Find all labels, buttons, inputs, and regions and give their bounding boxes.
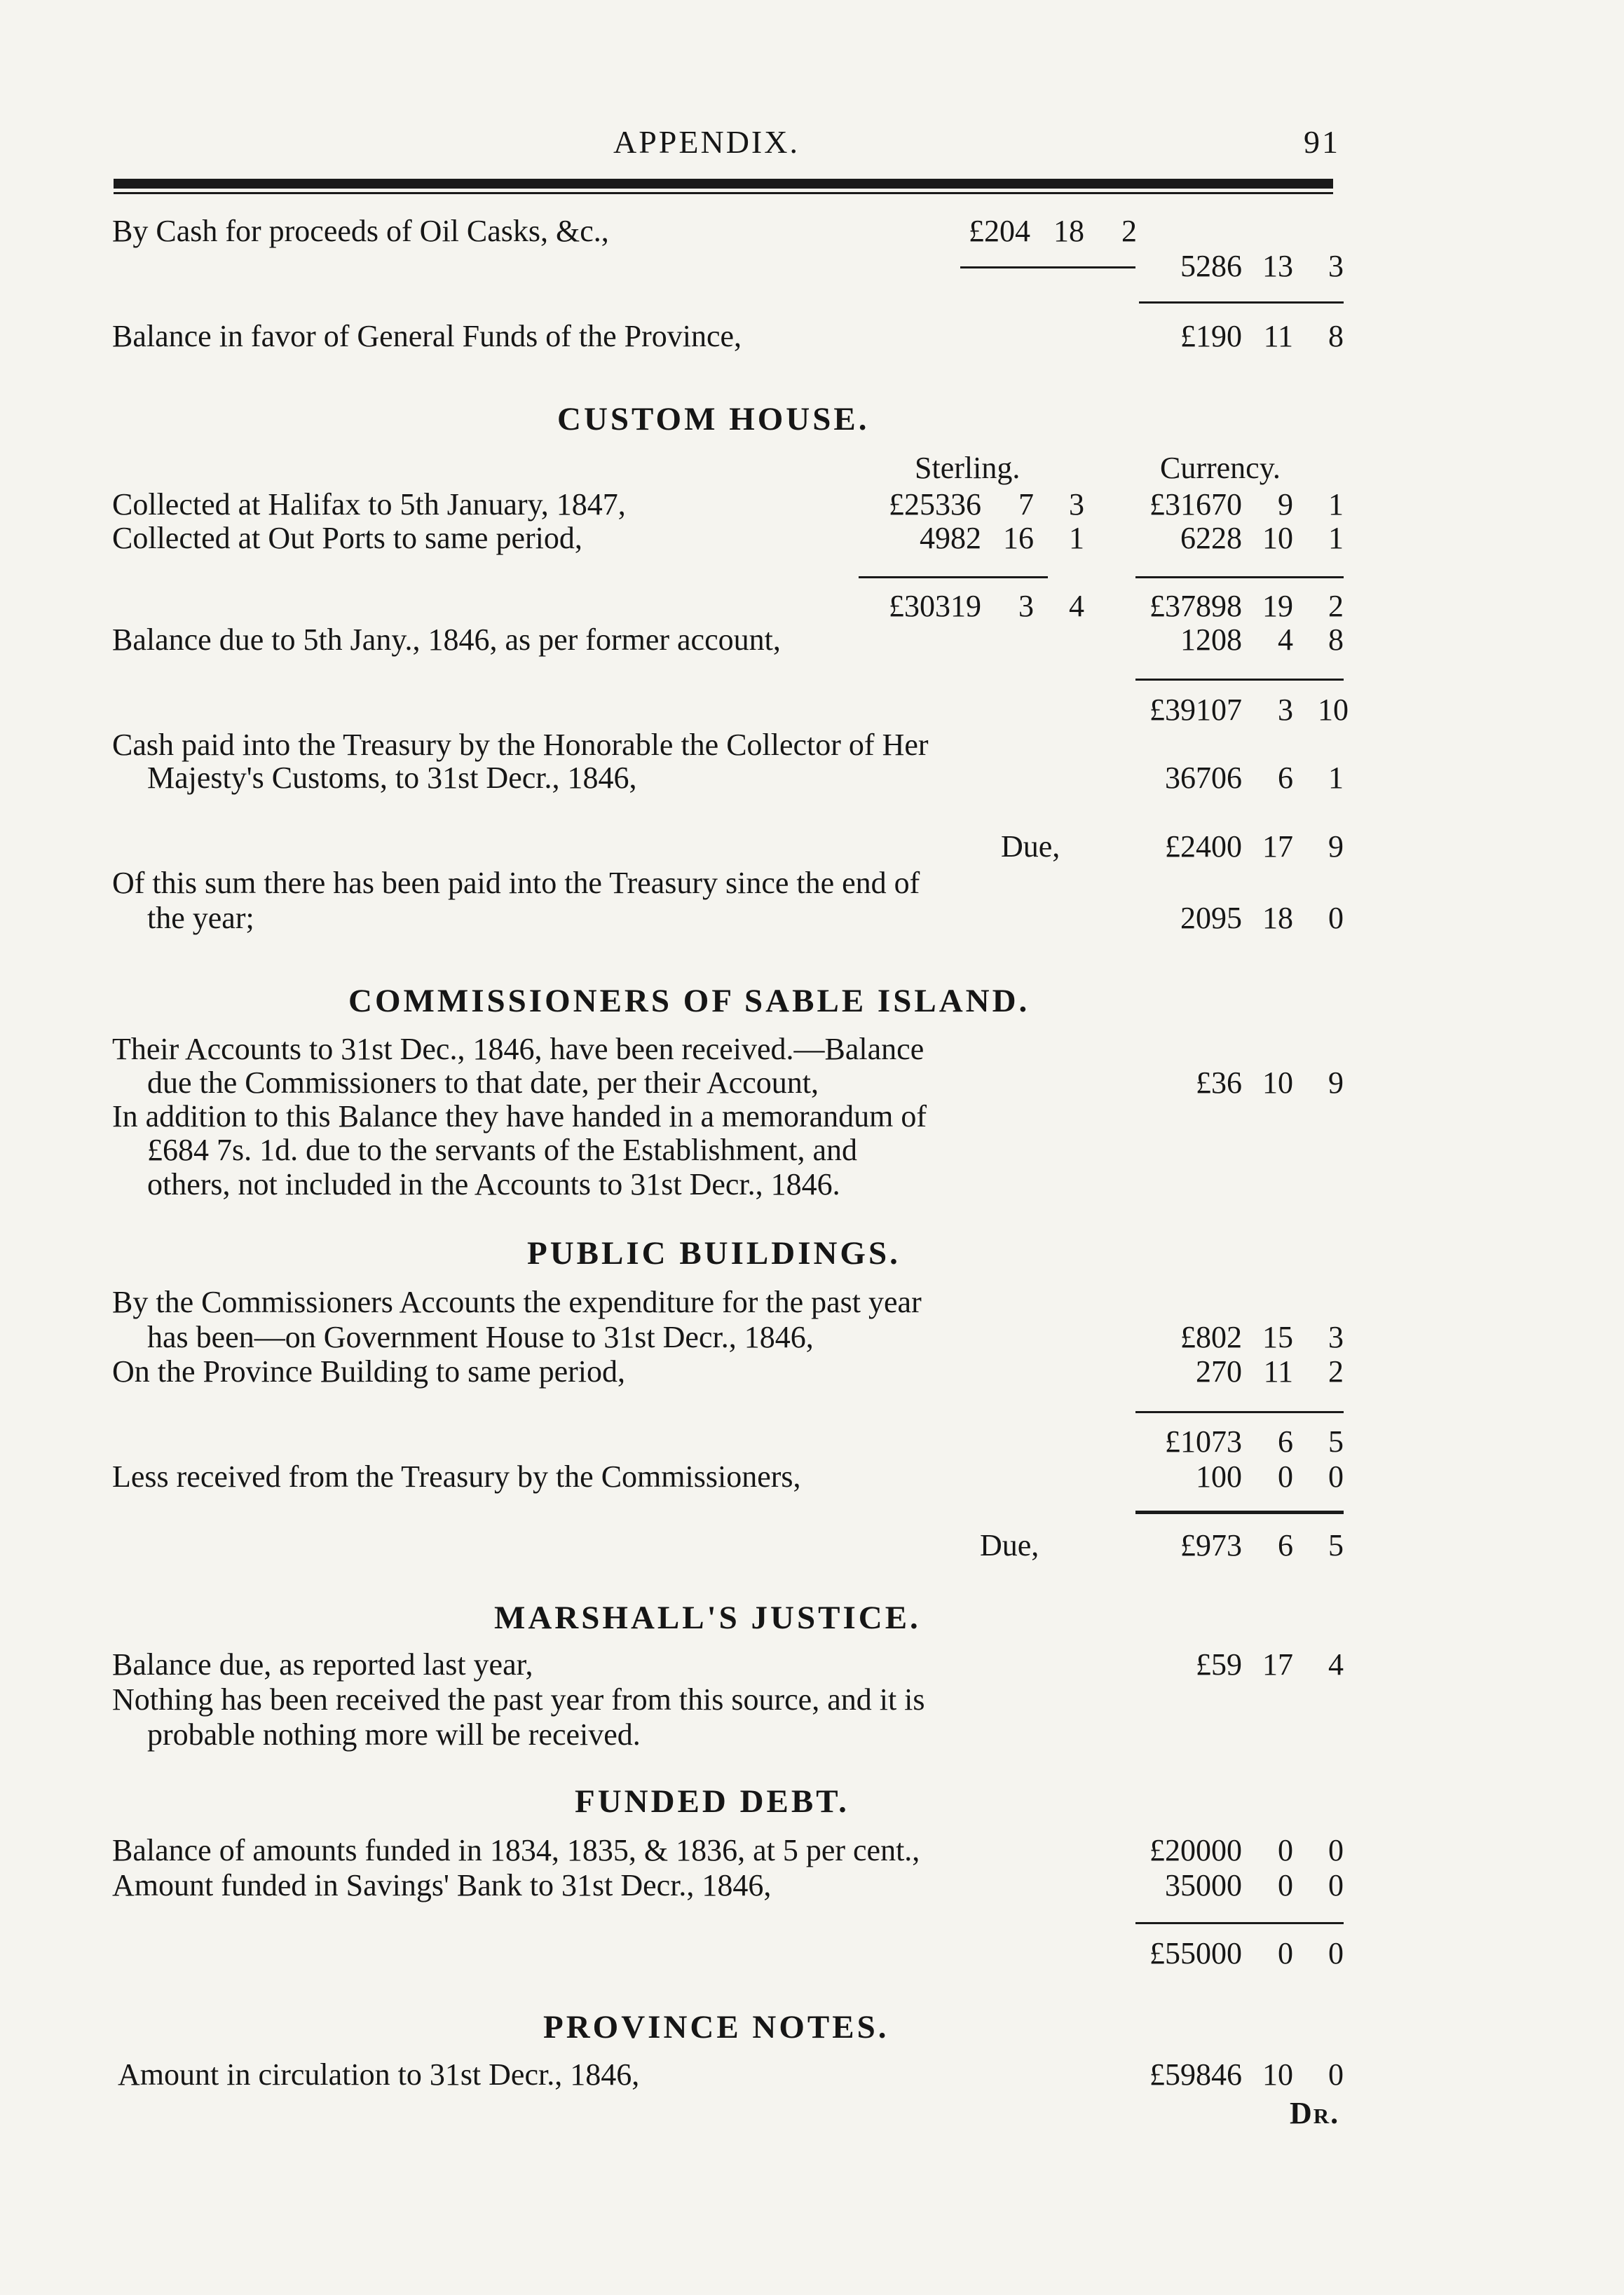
marshall-amount-pence: 4 (1328, 1647, 1344, 1682)
balance-general-label: Balance in favor of General Funds of the Province, (112, 319, 742, 353)
province-notes-line-1: Amount in circulation to 31st Decr., 1846, (118, 2057, 640, 2092)
public-less-pounds: 100 (1196, 1459, 1242, 1494)
sterling-total-pence: 4 (1069, 589, 1084, 623)
sable-amount-shillings: 10 (1262, 1065, 1293, 1100)
custom-grand-pounds: £39107 (1149, 693, 1242, 727)
public-total-pence: 5 (1328, 1424, 1344, 1459)
custom-row-1-sterling-shillings: 7 (1018, 487, 1034, 522)
custom-due-label: Due, (1001, 829, 1060, 864)
custom-grand-pence: 10 (1318, 693, 1349, 727)
custom-cash-shillings: 6 (1278, 761, 1293, 795)
sable-line-3: In addition to this Balance they have handed in a memorandum of (112, 1099, 927, 1133)
custom-balance-pounds: 1208 (1180, 622, 1242, 657)
custom-row-1-sterling-pence: 3 (1069, 487, 1084, 522)
custom-cash-pence: 1 (1328, 761, 1344, 795)
sable-line-1: Their Accounts to 31st Dec., 1846, have been received.—Balance (112, 1032, 924, 1066)
province-notes-shillings: 10 (1262, 2057, 1293, 2092)
sable-island-heading: COMMISSIONERS OF SABLE ISLAND. (348, 983, 1030, 1019)
subtotal-rule (1139, 301, 1344, 304)
public-due-pence: 5 (1328, 1528, 1344, 1562)
marshall-amount-shillings: 17 (1262, 1647, 1293, 1682)
public-due-label: Due, (980, 1528, 1039, 1562)
public-buildings-heading: PUBLIC BUILDINGS. (527, 1235, 901, 1272)
custom-row-2-sterling-pounds: 4982 (920, 521, 981, 555)
custom-balance-shillings: 4 (1278, 622, 1293, 657)
custom-due-pence: 9 (1328, 829, 1344, 864)
subtotal-pence: 3 (1328, 249, 1344, 283)
custom-balance-pence: 8 (1328, 622, 1344, 657)
balance-general-pounds: £190 (1180, 319, 1242, 353)
public-line-2: has been—on Government House to 31st Decr., 1846, (147, 1320, 814, 1354)
funded-amount-2-pence: 0 (1328, 1868, 1344, 1902)
public-line-1: By the Commissioners Accounts the expenditure for the past year (112, 1285, 922, 1319)
public-total-pounds: £1073 (1165, 1424, 1242, 1459)
funded-total-shillings: 0 (1278, 1936, 1293, 1970)
public-due-shillings: 6 (1278, 1528, 1293, 1562)
custom-cash-label-2: Majesty's Customs, to 31st Decr., 1846, (147, 761, 637, 795)
custom-row-2-currency-shillings: 10 (1262, 521, 1293, 555)
funded-line-1: Balance of amounts funded in 1834, 1835, & 1836, at 5 per cent., (112, 1833, 920, 1867)
funded-total-pence: 0 (1328, 1936, 1344, 1970)
custom-paid-shillings: 18 (1262, 901, 1293, 935)
running-header: APPENDIX. (613, 124, 800, 160)
oil-amount-pence: 2 (1121, 214, 1137, 248)
oil-underline (960, 266, 1135, 268)
balance-general-pence: 8 (1328, 319, 1344, 353)
custom-grand-rule (1135, 679, 1344, 681)
public-amount-2-shillings: 11 (1263, 1354, 1293, 1389)
sterling-column-heading: Sterling. (915, 451, 1021, 485)
custom-paid-label-2: the year; (147, 901, 254, 935)
sable-amount-pence: 9 (1328, 1065, 1344, 1100)
province-notes-pence: 0 (1328, 2057, 1344, 2092)
funded-debt-heading: FUNDED DEBT. (575, 1783, 849, 1820)
public-total-shillings: 6 (1278, 1424, 1293, 1459)
province-notes-pounds: £59846 (1149, 2057, 1242, 2092)
custom-row-2-sterling-shillings: 16 (1003, 521, 1034, 555)
sable-line-4: £684 7s. 1d. due to the servants of the Establishment, and (147, 1133, 858, 1167)
custom-balance-label: Balance due to 5th Jany., 1846, as per former account, (112, 622, 781, 657)
public-amount-2-pence: 2 (1328, 1354, 1344, 1389)
custom-due-pounds: £2400 (1165, 829, 1242, 864)
sable-line-2: due the Commissioners to that date, per their Account, (147, 1065, 819, 1100)
custom-row-2-currency-pounds: 6228 (1180, 521, 1242, 555)
oil-casks-label: By Cash for proceeds of Oil Casks, &c., (112, 214, 609, 248)
currency-total-pounds: £37898 (1149, 589, 1242, 623)
sable-line-5: others, not included in the Accounts to 31st Decr., 1846. (147, 1167, 840, 1201)
public-amount-1-shillings: 15 (1262, 1320, 1293, 1354)
custom-due-shillings: 17 (1262, 829, 1293, 864)
custom-cash-label-1: Cash paid into the Treasury by the Honorable the Collector of Her (112, 728, 929, 762)
header-rule-thick (114, 179, 1333, 189)
funded-amount-1-shillings: 0 (1278, 1833, 1293, 1867)
custom-cash-pounds: 36706 (1165, 761, 1242, 795)
funded-amount-2-pounds: 35000 (1165, 1868, 1242, 1902)
custom-house-heading: CUSTOM HOUSE. (557, 401, 870, 437)
marshalls-justice-heading: MARSHALL'S JUSTICE. (494, 1600, 921, 1636)
custom-row-1-sterling-pounds: £25336 (889, 487, 981, 522)
currency-total-rule (1135, 576, 1344, 578)
public-due-pounds: £973 (1180, 1528, 1242, 1562)
marshall-line-3: probable nothing more will be received. (147, 1717, 641, 1752)
balance-general-shillings: 11 (1263, 319, 1293, 353)
currency-total-shillings: 19 (1262, 589, 1293, 623)
custom-row-2-label: Collected at Out Ports to same period, (112, 521, 582, 555)
custom-grand-shillings: 3 (1278, 693, 1293, 727)
marshall-amount-pounds: £59 (1196, 1647, 1242, 1682)
public-total-rule (1135, 1411, 1344, 1413)
oil-amount-pounds: £204 (969, 214, 1030, 248)
custom-row-1-label: Collected at Halifax to 5th January, 1847, (112, 487, 626, 522)
header-rule-thin (114, 192, 1333, 194)
custom-row-2-currency-pence: 1 (1328, 521, 1344, 555)
sterling-total-shillings: 3 (1018, 589, 1034, 623)
oil-amount-shillings: 18 (1053, 214, 1084, 248)
funded-amount-1-pounds: £20000 (1149, 1833, 1242, 1867)
subtotal-shillings: 13 (1262, 249, 1293, 283)
marshall-line-2: Nothing has been received the past year from this source, and it is (112, 1682, 925, 1717)
public-amount-2-pounds: 270 (1196, 1354, 1242, 1389)
funded-amount-2-shillings: 0 (1278, 1868, 1293, 1902)
custom-paid-pence: 0 (1328, 901, 1344, 935)
funded-line-2: Amount funded in Savings' Bank to 31st Decr., 1846, (112, 1868, 772, 1902)
marshall-line-1: Balance due, as reported last year, (112, 1647, 533, 1682)
page-number: 91 (1304, 124, 1340, 160)
custom-row-1-currency-pence: 1 (1328, 487, 1344, 522)
custom-row-1-currency-shillings: 9 (1278, 487, 1293, 522)
custom-paid-pounds: 2095 (1180, 901, 1242, 935)
public-amount-1-pounds: £802 (1180, 1320, 1242, 1354)
sterling-total-rule (859, 576, 1048, 578)
sterling-total-pounds: £30319 (889, 589, 981, 623)
public-less-shillings: 0 (1278, 1459, 1293, 1494)
funded-total-pounds: £55000 (1149, 1936, 1242, 1970)
province-notes-heading: PROVINCE NOTES. (543, 2009, 889, 2045)
sable-amount-pounds: £36 (1196, 1065, 1242, 1100)
currency-column-heading: Currency. (1160, 451, 1281, 485)
custom-row-2-sterling-pence: 1 (1069, 521, 1084, 555)
public-line-3: On the Province Building to same period, (112, 1354, 625, 1389)
currency-total-pence: 2 (1328, 589, 1344, 623)
funded-total-rule (1135, 1922, 1344, 1924)
funded-amount-1-pence: 0 (1328, 1833, 1344, 1867)
public-amount-1-pence: 3 (1328, 1320, 1344, 1354)
public-less-label: Less received from the Treasury by the Commissioners, (112, 1459, 801, 1494)
subtotal-pounds: 5286 (1180, 249, 1242, 283)
public-due-rule (1135, 1511, 1344, 1514)
custom-row-1-currency-pounds: £31670 (1149, 487, 1242, 522)
catchword: Dr. (1290, 2096, 1340, 2130)
custom-paid-label-1: Of this sum there has been paid into the Treasury since the end of (112, 866, 920, 900)
public-less-pence: 0 (1328, 1459, 1344, 1494)
